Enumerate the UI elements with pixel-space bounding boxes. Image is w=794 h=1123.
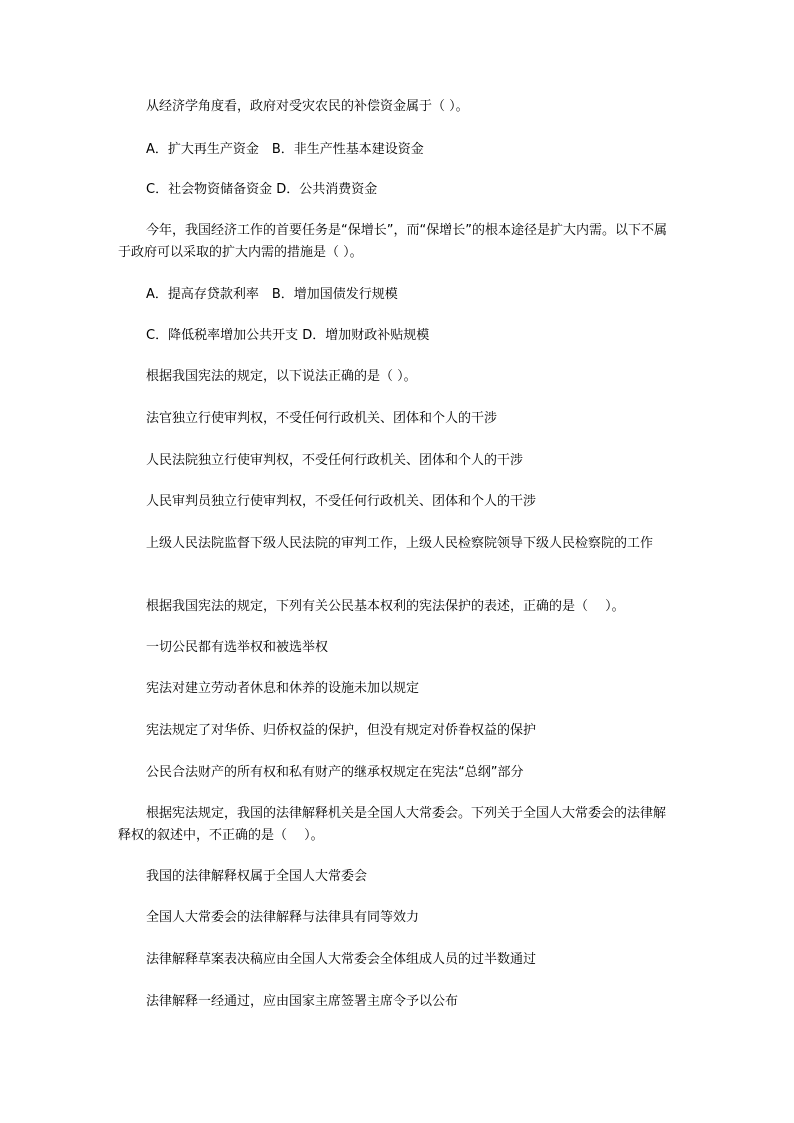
question-5-option-1: 我国的法律解释权属于全国人大常委会 bbox=[146, 869, 368, 884]
question-3-option-4: 上级人民法院监督下级人民法院的审判工作，上级人民检察院领导下级人民检察院的工作 bbox=[146, 536, 654, 551]
question-4-option-3: 宪法规定了对华侨、归侨权益的保护，但没有规定对侨眷权益的保护 bbox=[146, 723, 537, 738]
question-1-options-cd: C．社会物资储备资金 D．公共消费资金 bbox=[146, 182, 378, 197]
question-3-option-3: 人民审判员独立行使审判权，不受任何行政机关、团体和个人的干涉 bbox=[146, 494, 537, 509]
question-2-options-cd: C．降低税率增加公共开支 D．增加财政补贴规模 bbox=[146, 328, 430, 343]
question-3-stem: 根据我国宪法的规定，以下说法正确的是（ ）。 bbox=[146, 369, 417, 384]
question-1-options-ab: A．扩大再生产资金 B．非生产性基本建设资金 bbox=[146, 142, 424, 157]
question-5-option-2: 全国人大常委会的法律解释与法律具有同等效力 bbox=[146, 910, 420, 925]
question-2-stem: 今年，我国经济工作的首要任务是“保增长”，而“保增长”的根本途径是扩大内需。以下不属于政府可以采取的扩大内需的措施是（ ）。 bbox=[118, 223, 667, 260]
question-2-options-ab: A．提高存贷款利率 B．增加国债发行规模 bbox=[146, 287, 398, 302]
question-4-option-1: 一切公民都有选举权和被选举权 bbox=[146, 640, 329, 655]
question-1-stem: 从经济学角度看，政府对受灾农民的补偿资金属于（ ）。 bbox=[146, 99, 469, 114]
question-3-option-1: 法官独立行使审判权，不受任何行政机关、团体和个人的干涉 bbox=[146, 411, 498, 426]
question-4-stem: 根据我国宪法的规定，下列有关公民基本权利的宪法保护的表述，正确的是（ ）。 bbox=[146, 599, 625, 614]
question-3-option-2: 人民法院独立行使审判权，不受任何行政机关、团体和个人的干涉 bbox=[146, 453, 524, 468]
question-5-option-3: 法律解释草案表决稿应由全国人大常委会全体组成人员的过半数通过 bbox=[146, 952, 537, 967]
question-4-option-4: 公民合法财产的所有权和私有财产的继承权规定在宪法“总纲”部分 bbox=[146, 765, 524, 780]
question-4-option-2: 宪法对建立劳动者休息和休养的设施未加以规定 bbox=[146, 681, 420, 696]
question-5-stem: 根据宪法规定，我国的法律解释机关是全国人大常委会。下列关于全国人大常委会的法律解释权的叙述中，不正确的是（ ）。 bbox=[118, 806, 667, 843]
question-5-option-4: 法律解释一经通过，应由国家主席签署主席令予以公布 bbox=[146, 994, 459, 1009]
